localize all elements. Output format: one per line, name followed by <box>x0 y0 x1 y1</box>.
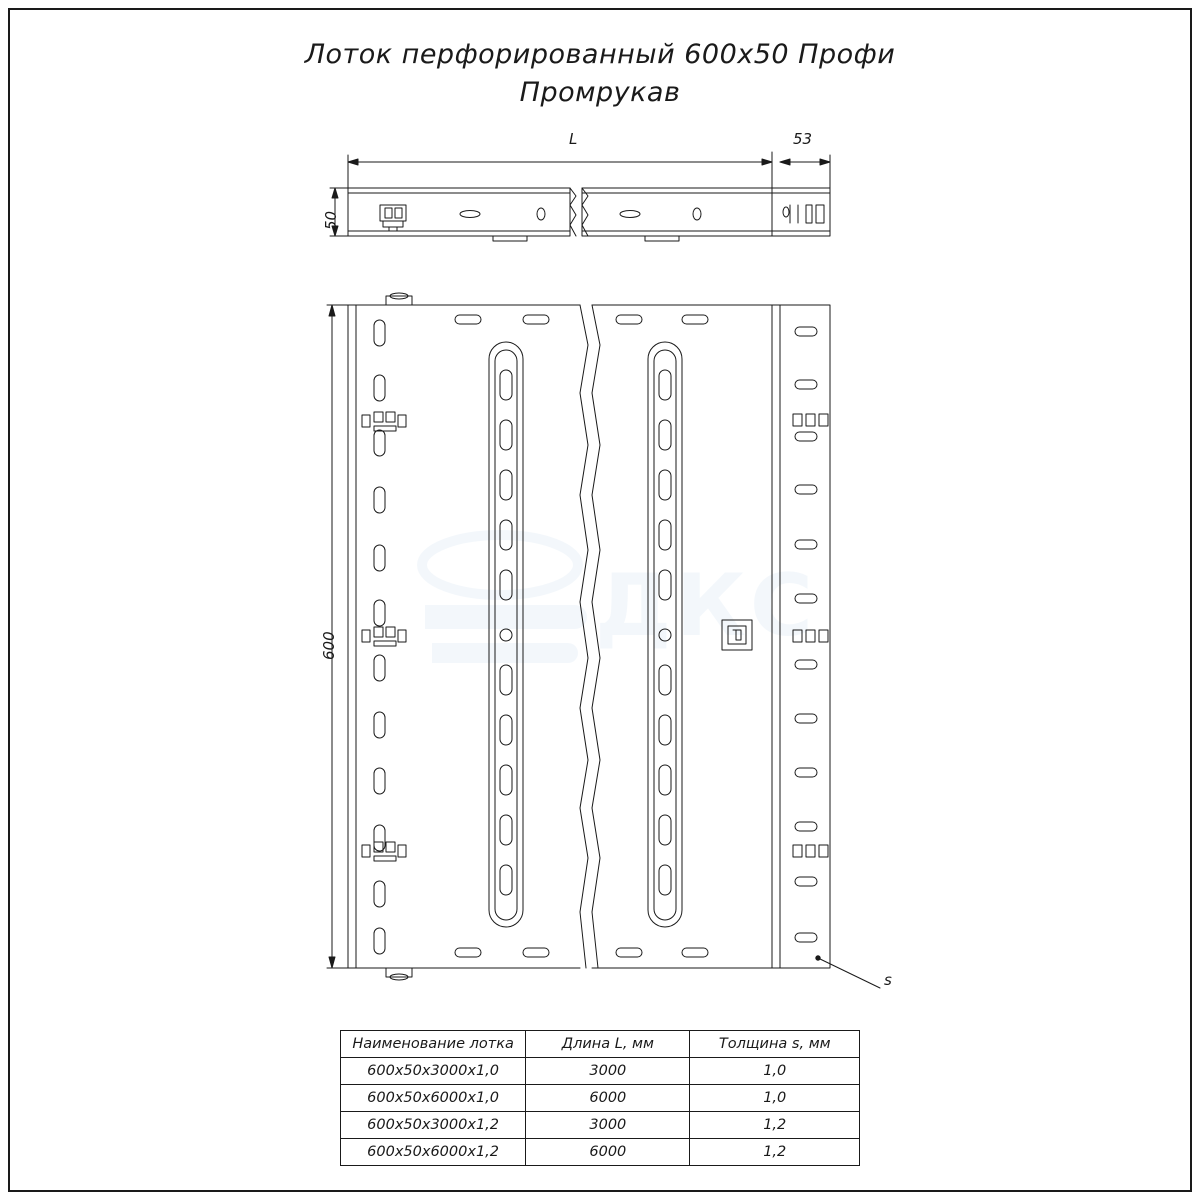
table-row <box>341 1085 860 1112</box>
cell-name: 600х50х3000х1,0 <box>341 1058 526 1085</box>
side-view-end-cap <box>772 188 830 236</box>
plan-view-left-panel <box>348 293 588 980</box>
cell-length: 3000 <box>526 1112 690 1139</box>
right-center-rib <box>648 342 682 927</box>
table-row <box>341 1058 860 1085</box>
table-header-thickness: Толщина s, мм <box>690 1031 860 1058</box>
cell-thickness: 1,2 <box>690 1139 860 1166</box>
cell-name: 600х50х6000х1,2 <box>341 1139 526 1166</box>
table-row <box>341 1139 860 1166</box>
cell-thickness: 1,2 <box>690 1112 860 1139</box>
side-view-right <box>582 188 772 241</box>
cell-length: 6000 <box>526 1139 690 1166</box>
dimension-height-label: 50 <box>322 210 340 230</box>
left-top-edge-slots <box>455 315 549 324</box>
cell-length: 3000 <box>526 1058 690 1085</box>
table-row <box>341 1112 860 1139</box>
right-top-edge-slots <box>616 315 708 324</box>
spec-table <box>340 1030 860 1166</box>
dimension-thickness-label: s <box>884 971 892 989</box>
left-connector-detail-bottom <box>362 842 406 861</box>
dimension-length <box>348 152 772 190</box>
right-bottom-edge-slots <box>616 948 708 957</box>
left-center-rib <box>489 342 523 927</box>
watermark-text: ДКС <box>595 556 818 656</box>
left-connector-detail-mid <box>362 627 406 646</box>
cell-name: 600х50х6000х1,0 <box>341 1085 526 1112</box>
logo-stamp <box>722 620 752 650</box>
dimension-end-width <box>780 155 830 190</box>
cell-thickness: 1,0 <box>690 1058 860 1085</box>
right-flange-connector-mid <box>793 630 828 642</box>
dimension-length-label: L <box>569 130 578 148</box>
left-connector-detail-top <box>362 412 406 431</box>
thickness-leader <box>816 956 880 988</box>
right-flange-connector-top <box>793 414 828 426</box>
side-view-left <box>348 188 576 241</box>
title-line-2: Промрукав <box>519 77 681 108</box>
title-line-1: Лоток перфорированный 600х50 Профи <box>304 39 896 70</box>
left-bottom-edge-slots <box>455 948 549 957</box>
dimension-width-label: 600 <box>320 631 338 660</box>
table-header-name: Наименование лотка <box>341 1031 526 1058</box>
table-header-length: Длина L, мм <box>526 1031 690 1058</box>
plan-view-right-panel <box>592 305 830 968</box>
cell-thickness: 1,0 <box>690 1085 860 1112</box>
right-flange-connector-bottom <box>793 845 828 857</box>
table-header-row <box>341 1031 860 1058</box>
cell-name: 600х50х3000х1,2 <box>341 1112 526 1139</box>
dimension-end-width-label: 53 <box>793 130 813 148</box>
cell-length: 6000 <box>526 1085 690 1112</box>
